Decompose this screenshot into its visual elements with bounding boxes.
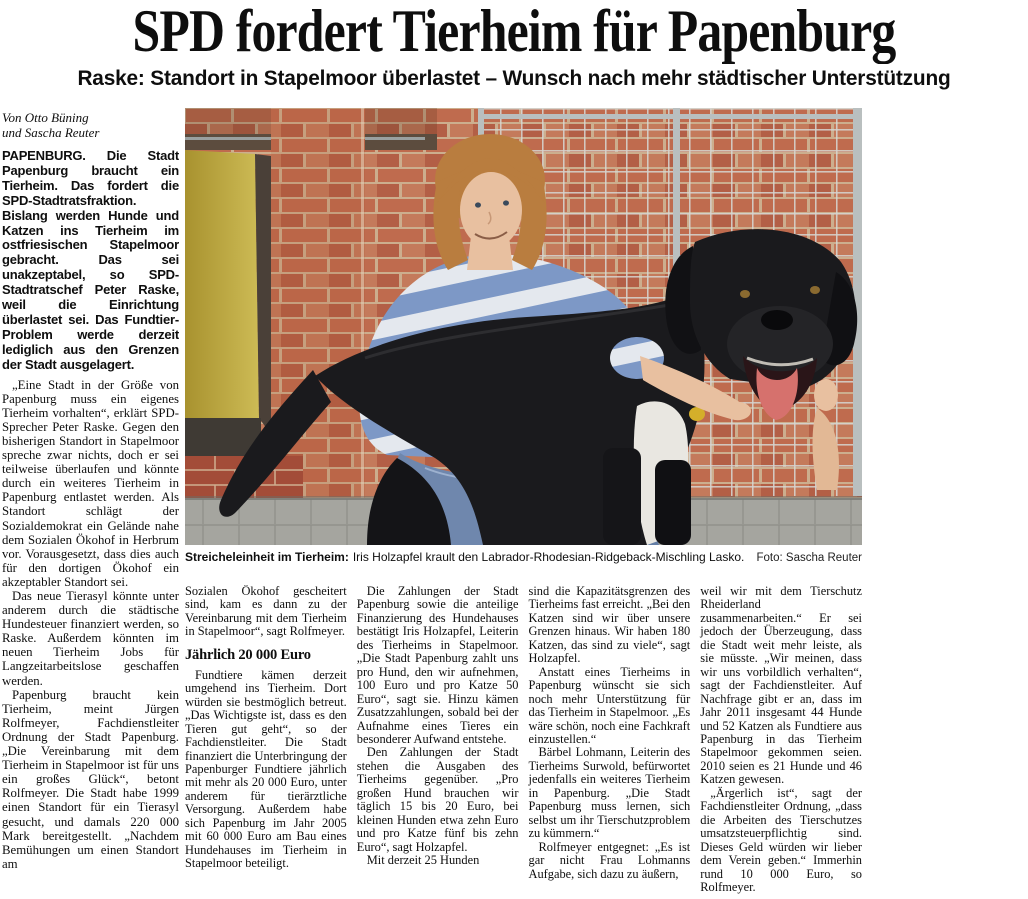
article-paragraph: weil wir mit dem Tierschutz Rheiderland zusammenarbeiten.“ Er sei jedoch der Überzeugung, dass die Stadt weit mehr leiste, als sie müsste. „Wir meinen, dass wir uns vorbildlich verhalten“, sagt der Fachdienstleiter. Auf Nachfrage gibt er an, dass im Jahr 2011 insgesamt 44 Hunde und 52 Katzen als Fundtiere aus Papenburg in das Tierheim Stapelmoor gekommen seien. 2010 seien es 21 Hunde und 46 Katzen gewesen. bbox=[700, 585, 862, 787]
section-subhead: Jährlich 20 000 Euro bbox=[185, 646, 311, 663]
caption-lead: Streicheleinheit im Tierheim: bbox=[185, 550, 349, 564]
article-paragraph: „Eine Stadt in der Größe von Papenburg muss ein eigenes Tierheim vorhalten“, erklärt SPD-Sprecher Peter Raske. Gegen den bisherigen Standort in Stapelmoor spreche zwar nichts, doch er sei teilweise überlaufen und könnte durch ein weiteres Tierheim in Papenburg entlastet werden. Als Standort schlägt der Sozialdemokrat ein Gelände nahe dem Sozialen Ökohof in Herbrum vor. Vorausgesetzt, dass dies auch für den dortigen Ökohof ein akzeptabler Standort sei. bbox=[2, 377, 179, 589]
photo-credit: Foto: Sascha Reuter bbox=[756, 552, 862, 564]
article-paragraph: Mit derzeit 25 Hunden bbox=[366, 853, 480, 868]
byline-line-1: Von Otto Büning bbox=[2, 110, 89, 125]
article-headline: SPD fordert Tierheim für Papenburg bbox=[132, 0, 896, 64]
article-paragraph: Bärbel Lohmann, Leiterin des Tierheims Surwold, befürwortet jedenfalls ein weiteres Tierheim in Papenburg. „Die Stadt Papenburg muss lernen, sich selbst um ihr Tierschutzproblem zu kümmern.“ bbox=[528, 745, 691, 841]
yellow-wall bbox=[185, 150, 259, 426]
dog-front-leg bbox=[603, 448, 641, 545]
article-column-5 bbox=[700, 585, 862, 899]
caption-text: Iris Holzapfel krault den Labrador-Rhodesian-Ridgeback-Mischling Lasko. bbox=[352, 550, 745, 564]
woman-hand-right bbox=[814, 379, 838, 411]
article-bottom-columns bbox=[185, 585, 862, 899]
article-paragraph: Das neue Tierasyl könnte unter anderem durch die städtische Hundesteuer finanziert werden, so Raske. Außerdem könnten im neuen Tierheim Jobs für Langzeitarbeitslose geschaffen werden. bbox=[2, 589, 179, 688]
article-column-3 bbox=[357, 585, 519, 899]
article-paragraph: Anstatt eines Tierheims in Papenburg wünscht sie sich noch mehr Unterstützung für das Tierheim in Stapelmoor. „Es wäre schön, noch eine Fachkraft einzustellen.“ bbox=[528, 664, 691, 746]
article-column-4 bbox=[529, 585, 691, 899]
dog-front-leg bbox=[655, 460, 691, 545]
article-paragraph: Fundtiere kämen derzeit umgehend ins Tierheim. Dort würden sie bestmöglich betreut. „Das Wichtigste ist, dass es den Tieren gut geht“, so der Fachdienstleiter. Die Stadt finanziert die Unterbringung der Papenburger Fundtiere jährlich mit mehr als 20 000 Euro, unter anderem für tierärztliche Versorgung. Außerdem habe sich Papenburg im Jahr 2005 mit 60 000 Euro am Bau eines Hundehauses im Tierheim in Stapelmoor beteiligt. bbox=[185, 667, 347, 871]
article-paragraph: Die Zahlungen der Stadt Papenburg sowie die anteilige Finanzierung des Hundehauses bestätigt Iris Holzapfel, Leiterin des Tierheims in Stapelmoor. „Die Stadt Papenburg zahlt uns pro Hund, den wir aufnehmen, 100 Euro und pro Katze 50 Euro“, sagt sie. Hinzu kämen Zusatzzahlungen, sobald bei der Aufnahme eines Tieres ein besonderer Aufwand entstehe. bbox=[356, 585, 519, 746]
dog-eye-right bbox=[810, 286, 820, 294]
lead-paragraph: PAPENBURG. Die Stadt Papenburg braucht ein Tierheim. Das fordert die SPD-Stadtratsfraktion. Bislang werden Hunde und Katzen ins Tierheim im ostfriesischen Stapelmoor gebracht. Das sei unakzeptabel, so SPD-Stadtratschef Peter Raske, weil die Einrichtung überlastet sei. Das Fundtier-Problem werde derzeit lediglich aus den Grenzen der Stadt ausgelagert. bbox=[2, 148, 179, 372]
article-paragraph: sind die Kapazitätsgrenzen des Tierheims fast erreicht. „Bei den Katzen sind wir über unsere Grenzen hinaus. Wir haben 180 Katzen, das sind zu viele“, sagt Holzapfel. bbox=[528, 585, 691, 666]
article-paragraph: „Ärgerlich ist“, sagt der Fachdienstleiter Ordnung, „dass die Arbeiten des Tierschutzes umsatzsteuerpflichtig sind. Dieses Geld würden wir lieber dem Verein geben.“ Immerhin rund 10 000 Euro, so Rolfmeyer. bbox=[700, 785, 862, 894]
article-paragraph: Papenburg braucht kein Tierheim, meint Jürgen Rolfmeyer, Fachdienstleiter Ordnung der Stadt Papenburg. „Die Vereinbarung mit dem Tierheim in Stapelmoor ist für uns ein großes Glück“, betont Rolfmeyer. Die Stadt habe 1999 einen Standort für ein Tierasyl gesucht, und damals 220 000 Mark bereitgestellt. „Nachdem Bemühungen um einen Standort am bbox=[2, 687, 179, 871]
article-photo bbox=[185, 108, 862, 545]
article-subheadline: Raske: Standort in Stapelmoor überlastet – Wunsch nach mehr städtischer Unterstützung bbox=[77, 66, 951, 90]
woman-hand-left bbox=[725, 402, 751, 420]
article-paragraph: Rolfmeyer entgegnet: „Es ist gar nicht Frau Lohmanns Aufgabe, sich dazu zu äußern, bbox=[528, 839, 691, 881]
article-paragraph: Den Zahlungen der Stadt stehen die Ausgaben des Tierheims gegenüber. „Pro großen Hund brauchen wir täglich 15 bis 20 Euro, bei kleinen Hunden etwa zehn Euro und pro Katze fünf bis zehn Euro“, sagt Holzapfel. bbox=[356, 745, 519, 854]
byline-line-2: und Sascha Reuter bbox=[2, 125, 100, 140]
dog-nose bbox=[761, 310, 793, 330]
woman-face bbox=[460, 172, 522, 248]
photo-caption bbox=[185, 550, 862, 566]
dog-eye-left bbox=[740, 290, 750, 298]
woman-eye-right bbox=[503, 200, 509, 205]
byline bbox=[2, 110, 179, 140]
article-paragraph: Sozialen Ökohof gescheitert sind, kam es dann zu der Vereinbarung mit dem Tierheim in Stapelmoor“, sagt Rolfmeyer. bbox=[185, 585, 347, 639]
article-column-1 bbox=[2, 110, 179, 899]
woman-eye-left bbox=[475, 202, 481, 207]
article-column-2 bbox=[185, 585, 347, 899]
pillar-corner-highlight bbox=[361, 108, 364, 500]
